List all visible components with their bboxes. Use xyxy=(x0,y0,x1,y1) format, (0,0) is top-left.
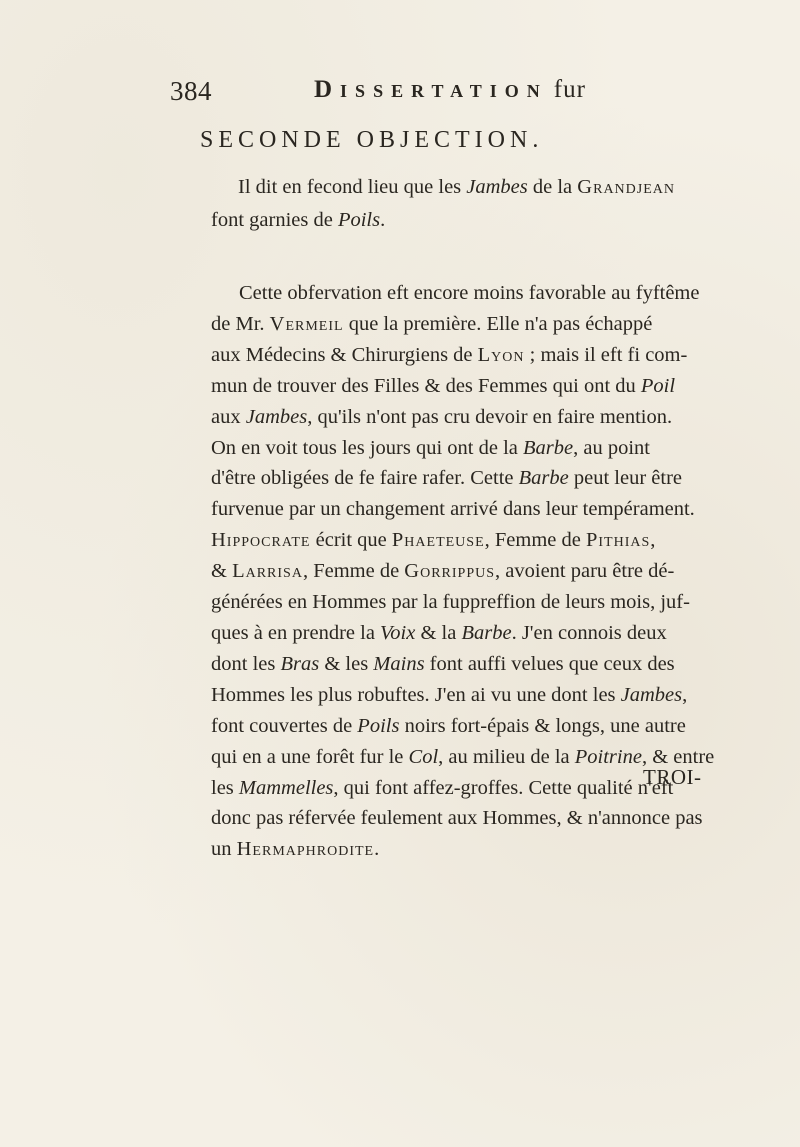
text-run: peut leur être xyxy=(568,467,682,490)
name-run: Hippocrate xyxy=(211,529,311,552)
body-line-13 xyxy=(211,649,718,680)
text-run: font auffi velues que ceux des xyxy=(424,652,675,675)
text-run: mun de trouver des Filles & des Femmes qui ont du xyxy=(211,374,641,397)
name-run: Hermaphrodite xyxy=(236,838,375,861)
catchword: TROI- xyxy=(643,765,702,789)
body-line-1: Cette obfervation eft encore moins favorable au fyftême xyxy=(239,282,700,304)
text-run: de la xyxy=(527,176,578,198)
name-run: Larrisa xyxy=(232,560,303,583)
name-run: Vermeil xyxy=(269,312,344,335)
name-run: Lyon xyxy=(477,343,525,366)
text-run: , xyxy=(650,529,656,552)
name-run: Pithias xyxy=(585,529,651,552)
running-head xyxy=(314,76,586,104)
text-run: . J'en connois deux xyxy=(511,621,667,644)
italic-run: Jambes xyxy=(620,683,683,706)
text-run: & la xyxy=(415,621,462,644)
text-run: , qu'ils n'ont pas cru devoir en faire mention. xyxy=(307,405,673,428)
italic-run: Poils xyxy=(337,209,381,231)
body-line-7 xyxy=(211,463,718,494)
text-run: Hommes les plus robuftes. J'en ai vu une dont les xyxy=(211,683,621,706)
text-run: , au milieu de la xyxy=(438,745,575,768)
text-run: , xyxy=(682,683,688,706)
text-run: écrit que xyxy=(310,529,392,552)
italic-run: Poitrine xyxy=(574,745,642,768)
text-run: Il dit en fecond lieu que les xyxy=(238,176,467,198)
italic-run: Poil xyxy=(640,374,676,397)
body-line-19 xyxy=(211,834,718,865)
italic-run: Col xyxy=(408,745,439,768)
text-run: . xyxy=(374,838,380,861)
intro-line-1 xyxy=(211,171,716,204)
text-run: & xyxy=(211,560,233,583)
italic-run: Jambes xyxy=(466,176,528,198)
body-line-18: donc pas réfervée feulement aux Hommes, & n'annonce pas xyxy=(211,807,703,830)
text-run: aux Médecins & Chirurgiens de xyxy=(211,343,478,366)
name-run: Grandjean xyxy=(577,176,675,198)
body-line-6 xyxy=(211,433,718,464)
running-head-title: Dissertation xyxy=(314,76,548,103)
text-run: On en voit tous les jours qui ont de la xyxy=(211,436,524,459)
italic-run: Bras xyxy=(280,652,320,675)
text-run: noirs fort-épais & longs, une autre xyxy=(399,714,686,737)
text-run: d'être obligées de fe faire rafer. Cette xyxy=(211,467,519,490)
body-line-3 xyxy=(211,340,718,371)
name-run: Gorrippus xyxy=(404,560,496,583)
intro-line-2 xyxy=(211,204,716,237)
body-line-12 xyxy=(211,618,718,649)
text-run: , avoient paru être dé- xyxy=(495,560,675,583)
text-run: aux xyxy=(211,405,246,428)
body-line-9 xyxy=(211,525,718,556)
italic-run: Mammelles xyxy=(238,776,334,799)
section-title: SECONDE OBJECTION. xyxy=(200,127,544,153)
text-run: qui en a une forêt fur le xyxy=(211,745,409,768)
page-header xyxy=(170,70,690,120)
body-line-4 xyxy=(211,371,718,402)
body-line-11: générées en Hommes par la fuppreffion de leurs mois, juf- xyxy=(211,591,690,614)
text-run: , qui font affez-groffes. Cette qualité n'eft xyxy=(333,776,674,799)
name-run: Phaeteuse xyxy=(391,529,485,552)
body-line-10 xyxy=(211,556,718,587)
italic-run: Mains xyxy=(373,652,425,675)
italic-run: Barbe xyxy=(461,621,512,644)
italic-run: Jambes xyxy=(245,405,308,428)
running-head-sur: fur xyxy=(553,76,586,103)
body-paragraph xyxy=(211,278,718,865)
text-run: . xyxy=(380,209,386,231)
intro-paragraph-cont xyxy=(211,204,716,237)
body-line-14 xyxy=(211,680,718,711)
text-run: ques à en prendre la xyxy=(211,621,381,644)
italic-run: Poils xyxy=(357,714,400,737)
italic-run: Voix xyxy=(380,621,416,644)
text-run: que la première. Elle n'a pas échappé xyxy=(343,312,653,335)
text-run: & les xyxy=(319,652,374,675)
body-line-5 xyxy=(211,402,718,433)
page-number: 384 xyxy=(170,76,212,106)
text-run: , & entre xyxy=(641,745,715,768)
text-run: ; mais il eft fi com- xyxy=(524,343,688,366)
text-run: , Femme de xyxy=(484,529,586,552)
body-line-8: furvenue par un changement arrivé dans leur tempérament. xyxy=(211,498,695,521)
body-line-15 xyxy=(211,711,718,742)
text-run: un xyxy=(211,838,237,861)
text-run: de Mr. xyxy=(211,312,270,335)
intro-paragraph xyxy=(211,171,716,204)
italic-run: Barbe xyxy=(523,436,574,459)
text-run: , au point xyxy=(573,436,651,459)
text-run: les xyxy=(211,776,239,799)
body-line-2 xyxy=(211,309,718,340)
text-run: font couvertes de xyxy=(211,714,358,737)
body-line-17 xyxy=(211,773,718,804)
text-run: font garnies de xyxy=(211,209,338,231)
body-line-16 xyxy=(211,742,718,773)
text-run: dont les xyxy=(211,652,281,675)
italic-run: Barbe xyxy=(518,467,569,490)
text-run: , Femme de xyxy=(302,560,405,583)
